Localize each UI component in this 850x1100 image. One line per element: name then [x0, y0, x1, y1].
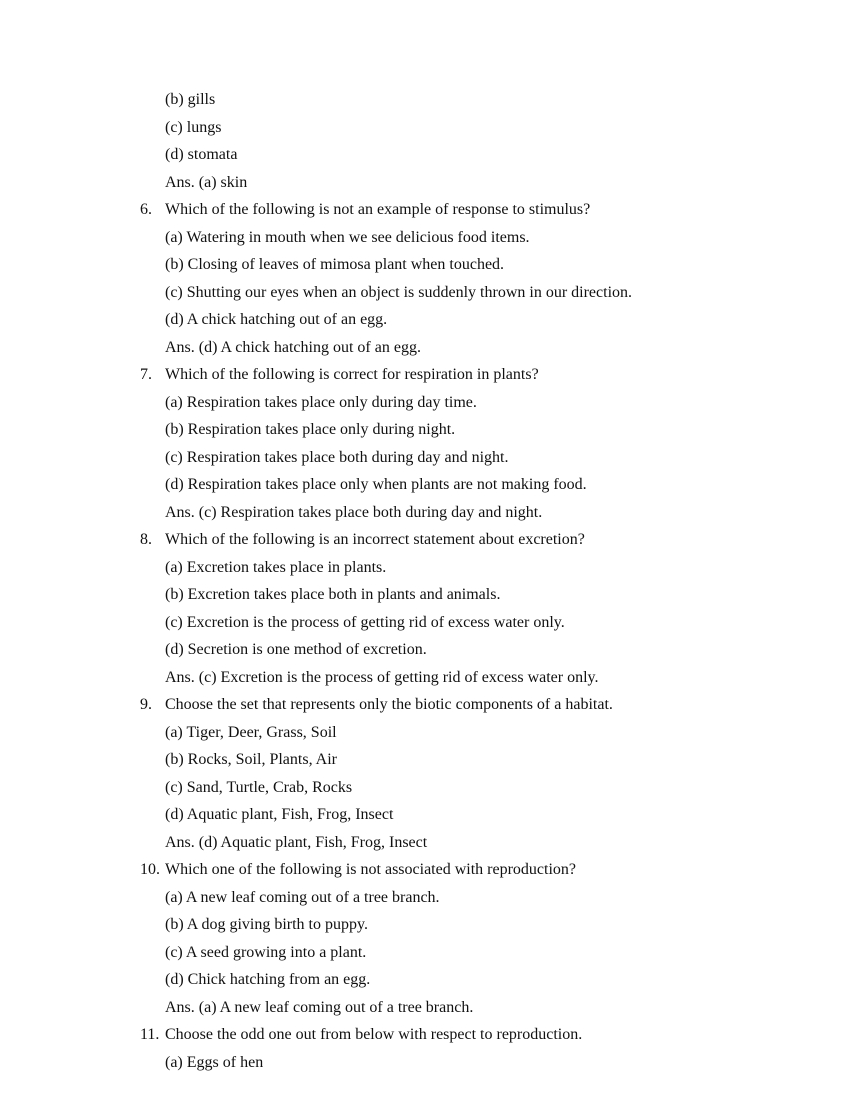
option-line	[0, 416, 850, 444]
answer-line	[0, 169, 850, 197]
answer-line	[0, 499, 850, 527]
option-text: (a) Watering in mouth when we see delicious food items.	[165, 228, 530, 246]
option-line	[0, 471, 850, 499]
question-number: 7.	[140, 366, 152, 383]
option-line	[0, 939, 850, 967]
question-line	[0, 196, 850, 224]
answer-text: Ans. (d) A chick hatching out of an egg.	[165, 338, 421, 356]
question-number: 10.	[140, 861, 160, 878]
option-text: (b) Closing of leaves of mimosa plant when touched.	[165, 256, 505, 273]
option-line	[0, 444, 850, 472]
option-text: (c) Respiration takes place both during day and night.	[165, 448, 509, 466]
option-text: (d) Respiration takes place only when plants are not making food.	[165, 476, 587, 493]
option-line	[0, 251, 850, 279]
option-text: (a) Excretion takes place in plants.	[165, 558, 387, 576]
option-text: (b) A dog giving birth to puppy.	[165, 916, 368, 933]
question-line	[0, 691, 850, 719]
answer-text: Ans. (c) Excretion is the process of getting rid of excess water only.	[165, 668, 599, 686]
option-line	[0, 86, 850, 114]
question-text: Which one of the following is not associated with reproduction?	[165, 861, 577, 878]
answer-text: Ans. (a) A new leaf coming out of a tree branch.	[165, 998, 474, 1016]
question-line	[0, 856, 850, 884]
option-line	[0, 719, 850, 747]
option-text: (b) Respiration takes place only during night.	[165, 421, 456, 438]
answer-line	[0, 334, 850, 362]
question-text: Which of the following is not an example of response to stimulus?	[165, 201, 591, 218]
option-text: (c) Sand, Turtle, Crab, Rocks	[165, 778, 353, 796]
option-line	[0, 306, 850, 334]
option-text: (d) Aquatic plant, Fish, Frog, Insect	[165, 806, 394, 823]
question-number: 11.	[140, 1026, 160, 1043]
question-number: 8.	[140, 531, 152, 548]
question-text: Which of the following is an incorrect statement about excretion?	[165, 531, 585, 548]
option-line	[0, 554, 850, 582]
option-line	[0, 636, 850, 664]
option-text: (b) Excretion takes place both in plants and animals.	[165, 586, 501, 603]
question-line	[0, 1021, 850, 1049]
answer-text: Ans. (a) skin	[165, 173, 248, 191]
option-text: (c) Excretion is the process of getting rid of excess water only.	[165, 613, 565, 631]
option-line	[0, 141, 850, 169]
option-text: (c) Shutting our eyes when an object is suddenly thrown in our direction.	[165, 283, 633, 301]
option-line	[0, 224, 850, 252]
option-line	[0, 911, 850, 939]
option-text: (a) Respiration takes place only during day time.	[165, 393, 477, 411]
option-line	[0, 609, 850, 637]
answer-line	[0, 994, 850, 1022]
question-number: 6.	[140, 201, 152, 218]
answer-text: Ans. (d) Aquatic plant, Fish, Frog, Insect	[165, 833, 428, 851]
option-text: (b) Rocks, Soil, Plants, Air	[165, 751, 338, 768]
option-line	[0, 1049, 850, 1077]
option-text: (a) Eggs of hen	[165, 1053, 264, 1071]
document-page	[0, 86, 850, 1076]
question-text: Choose the set that represents only the biotic components of a habitat.	[165, 696, 613, 713]
option-line	[0, 114, 850, 142]
option-line	[0, 279, 850, 307]
option-line	[0, 581, 850, 609]
option-text: (a) Tiger, Deer, Grass, Soil	[165, 723, 337, 741]
option-line	[0, 801, 850, 829]
question-text: Which of the following is correct for respiration in plants?	[165, 366, 539, 383]
question-line	[0, 526, 850, 554]
option-text: (d) Secretion is one method of excretion.	[165, 641, 427, 658]
option-line	[0, 389, 850, 417]
option-text: (c) lungs	[165, 118, 222, 136]
question-text: Choose the odd one out from below with respect to reproduction.	[165, 1026, 583, 1043]
option-text: (d) A chick hatching out of an egg.	[165, 311, 388, 328]
option-text: (a) A new leaf coming out of a tree branch.	[165, 888, 440, 906]
question-line	[0, 361, 850, 389]
answer-line	[0, 829, 850, 857]
question-number: 9.	[140, 696, 152, 713]
option-line	[0, 966, 850, 994]
option-text: (c) A seed growing into a plant.	[165, 943, 367, 961]
option-line	[0, 746, 850, 774]
option-line	[0, 884, 850, 912]
option-text: (b) gills	[165, 91, 216, 108]
answer-text: Ans. (c) Respiration takes place both during day and night.	[165, 503, 543, 521]
option-text: (d) Chick hatching from an egg.	[165, 971, 371, 988]
option-line	[0, 774, 850, 802]
answer-line	[0, 664, 850, 692]
option-text: (d) stomata	[165, 146, 238, 163]
